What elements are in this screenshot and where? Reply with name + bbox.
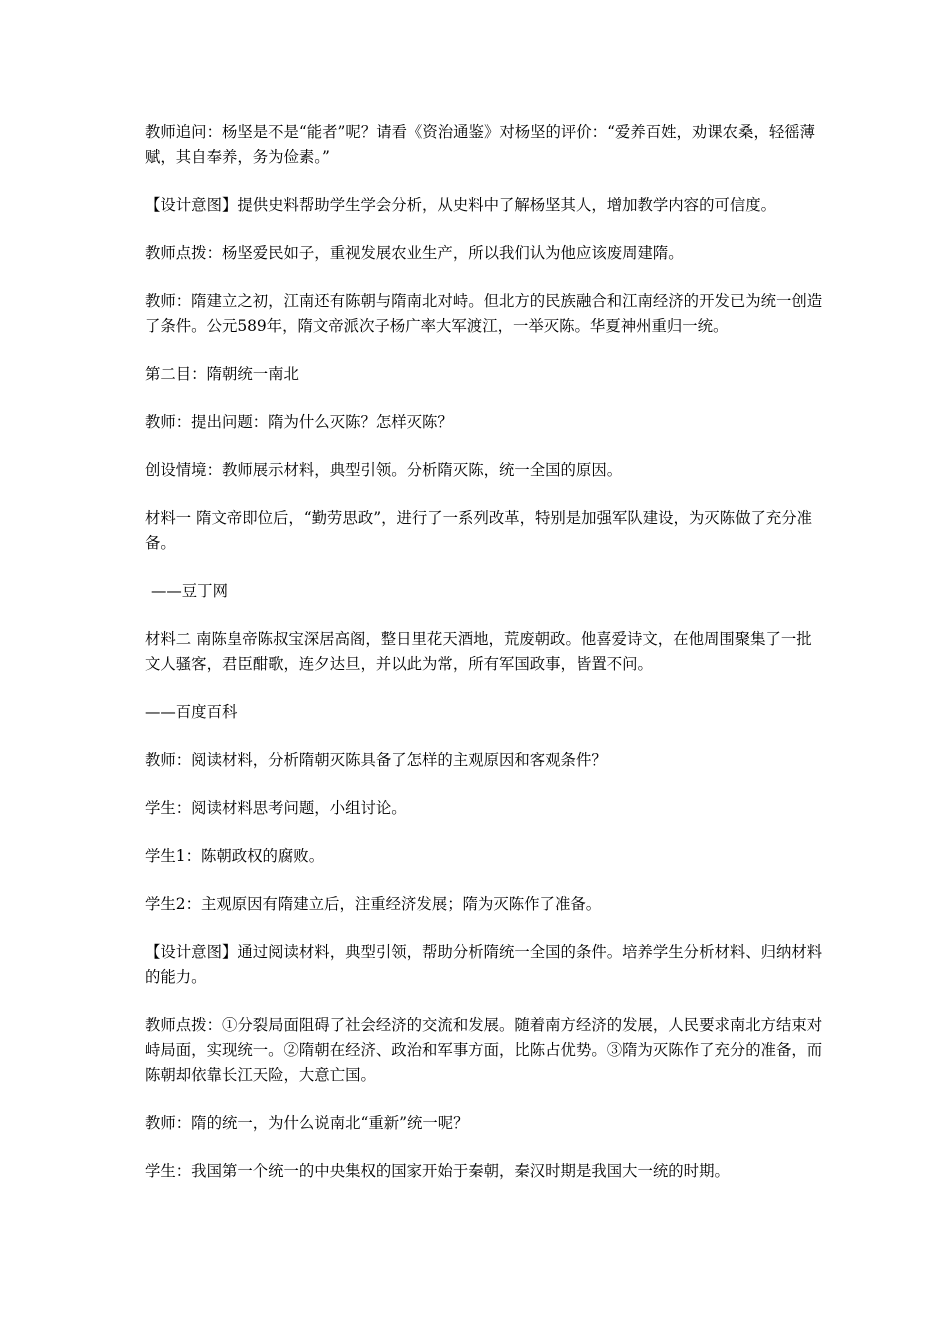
paragraph-student-1: 学生1：陈朝政权的腐败。 — [145, 847, 325, 865]
paragraph-scenario: 创设情境：教师展示材料，典型引领。分析隋灭陈，统一全国的原因。 — [145, 461, 623, 479]
paragraph-teacher-followup: 教师追问：杨坚是不是“能者”呢？请看《资治通鉴》对杨坚的评价：“爱养百姓，劝课农桑，轻徭薄赋，其自奉养，务为俭素。” — [145, 123, 816, 166]
paragraph-teacher-guidance-1: 教师点拨：杨坚爱民如子，重视发展农业生产，所以我们认为他应该废周建隋。 — [145, 244, 684, 262]
section-heading-unification: 第二目：隋朝统一南北 — [145, 365, 299, 383]
paragraph-teacher-question: 教师：提出问题：隋为什么灭陈？怎样灭陈？ — [145, 413, 453, 431]
paragraph-student-2: 学生2：主观原因有隋建立后，注重经济发展；隋为灭陈作了准备。 — [145, 895, 602, 913]
paragraph-teacher-sui-founding: 教师：隋建立之初，江南还有陈朝与隋南北对峙。但北方的民族融合和江南经济的开发已为统一创造了条件。公元589年，隋文帝派次子杨广率大军渡江，一举灭陈。华夏神州重归一统。 — [145, 292, 823, 335]
paragraph-teacher-guidance-2: 教师点拨：①分裂局面阻碍了社会经济的交流和发展。随着南方经济的发展，人民要求南北方结束对峙局面，实现统一。②隋朝在经济、政治和军事方面，比陈占优势。③隋为灭陈作了充分的准备，而陈朝却依靠长江天险，大意亡国。 — [145, 1016, 823, 1084]
paragraph-students-discuss: 学生：阅读材料思考问题，小组讨论。 — [145, 799, 407, 817]
paragraph-teacher-reunification: 教师：隋的统一，为什么说南北“重新”统一呢？ — [145, 1114, 469, 1132]
paragraph-material-2: 材料二 南陈皇帝陈叔宝深居高阁，整日里花天酒地，荒废朝政。他喜爱诗文，在他周围聚集了一批文人骚客，君臣酣歌，连夕达旦，并以此为常，所有军国政事，皆置不问。 — [145, 630, 812, 673]
source-citation-1: ——豆丁网 — [151, 582, 228, 600]
paragraph-design-intent-1: 【设计意图】提供史料帮助学生学会分析，从史料中了解杨坚其人，增加教学内容的可信度。 — [145, 196, 777, 214]
paragraph-student-answer: 学生：我国第一个统一的中央集权的国家开始于秦朝，秦汉时期是我国大一统的时期。 — [145, 1162, 730, 1180]
paragraph-design-intent-2: 【设计意图】通过阅读材料，典型引领，帮助分析隋统一全国的条件。培养学生分析材料、归纳材料的能力。 — [145, 943, 823, 986]
source-citation-2: ——百度百科 — [145, 703, 238, 721]
document-page — [145, 120, 825, 1207]
paragraph-teacher-reading: 教师：阅读材料，分析隋朝灭陈具备了怎样的主观原因和客观条件？ — [145, 751, 607, 769]
paragraph-material-1: 材料一 隋文帝即位后，“勤劳思政”，进行了一系列改革，特别是加强军队建设，为灭陈做了充分准备。 — [145, 509, 813, 552]
